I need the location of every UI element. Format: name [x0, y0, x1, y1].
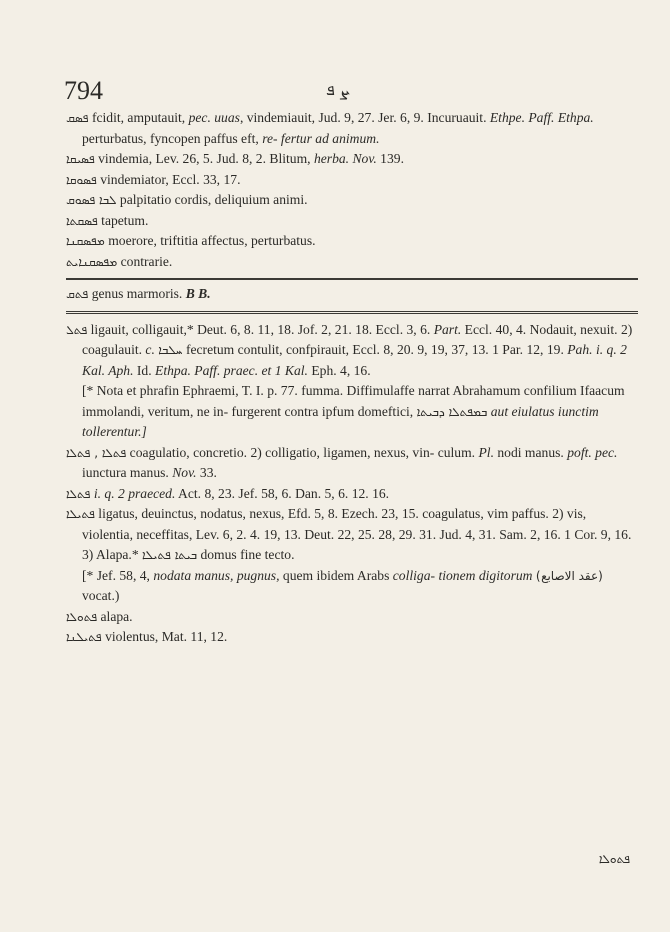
section-rule: [66, 278, 638, 280]
entry-0: ܦܣܩ fcidit, amputauit, pec. uuas, vindemiauit, Jud. 9, 27. Jer. 6, 9. Incuruauit. Ethpe. Paff. Ethpa. perturbatus, fyncopen paffus eft, re- fertur ad animum.: [66, 110, 594, 146]
entry-alapa: ܦܬܘܠܐ alapa.: [66, 608, 133, 624]
page-body: [66, 108, 638, 648]
note-ephraem: [* Nota et phrafin Ephraemi, T. I. p. 77. fumma. Diffimulaffe narrat Abrahamum confilium Ifaacum immolandi, veritum, ne in- furgerent contra ipfum domeftici, ܒܡܦܬܠܐ ܕܒܝܬܐ aut eiulatus iunctim tollerentur.]: [82, 383, 625, 439]
entry-syriac: ܦܣܩ: [66, 111, 89, 125]
entry-5: ܡܦܣܩܢܐ moerore, triftitia affectus, perturbatus.: [66, 233, 316, 248]
page-header: [64, 76, 624, 106]
catchword: ܦܬܘܠܐ: [598, 852, 630, 866]
entry-4: ܦܣܩܬܐ tapetum.: [66, 212, 149, 228]
entry-2: ܦܣܘܩܐ vindemiator, Eccl. 33, 17.: [66, 171, 241, 187]
entry-1: ܦܣܝܩܐ vindemia, Lev. 26, 5. Jud. 8, 2. Blitum, herba. Nov. 139.: [66, 151, 404, 166]
entry-ligatus: ܦܬܝܠܐ ligatus, deuinctus, nodatus, nexus, Efd. 5, 8. Ezech. 23, 15. coagulatus, vim paffus. 2) vis, violentia, neceffitas, Lev. 6, 2. 4. 19, 13. Deut. 22, 25. 28, 29. 31. Jud. 4, 31. Sam. 2, 16. 1 Cor. 9, 16. 3) Alapa.* ܒܝܬܐ ܦܬܝܠܐ domus fine tecto.: [66, 506, 632, 562]
entry-3: ܠܒܐ ܦܣܘܩ palpitatio cordis, deliquium animi.: [66, 192, 308, 207]
entry-coagulatio: ܦܬܠܐ , ܦܬܠܐ coagulatio, concretio. 2) colligatio, ligamen, nexus, vin- culum. Pl. nodi manus. poft. pec. iunctura manus. Nov. 33.: [66, 444, 618, 480]
entry-marmor: ܦܬܩ genus marmoris. B B.: [66, 286, 211, 301]
entry-lemma: ܦܬܠ ligauit, colligauit,* Deut. 6, 8. 11, 18. Jof. 2, 21. 18. Eccl. 3, 6. Part. Eccl. 40, 4. Nodauit, nexuit. 2) coagulauit. c. ܚܠܒܐ fecretum contulit, confpirauit, Eccl. 8, 20. 9, 19, 37, 13. 1 Par. 12, 19. Pah. i. q. 2 Kal. Aph. Id. Ethpa. Paff. praec. et 1 Kal. Eph. 4, 16.: [66, 321, 633, 378]
page-mark: ܨ ܦ: [326, 80, 350, 99]
note-arabs: [* Jef. 58, 4, nodata manus, pugnus, quem ibidem Arabs colliga- tionem digitorum (عقد الاصابع) vocat.): [82, 567, 604, 603]
entry-6: ܡܦܣܩܢܐܝܬ contrarie.: [66, 253, 173, 269]
entry-iq: ܦܬܠܐ i. q. 2 praeced. Act. 8, 23. Jef. 58, 6. Dan. 5, 6. 12. 16.: [66, 485, 390, 501]
page-number: 794: [64, 76, 103, 105]
section-rule-double: [66, 311, 638, 314]
entry-violentus: ܦܬܝܠܢܐ violentus, Mat. 11, 12.: [66, 629, 228, 644]
